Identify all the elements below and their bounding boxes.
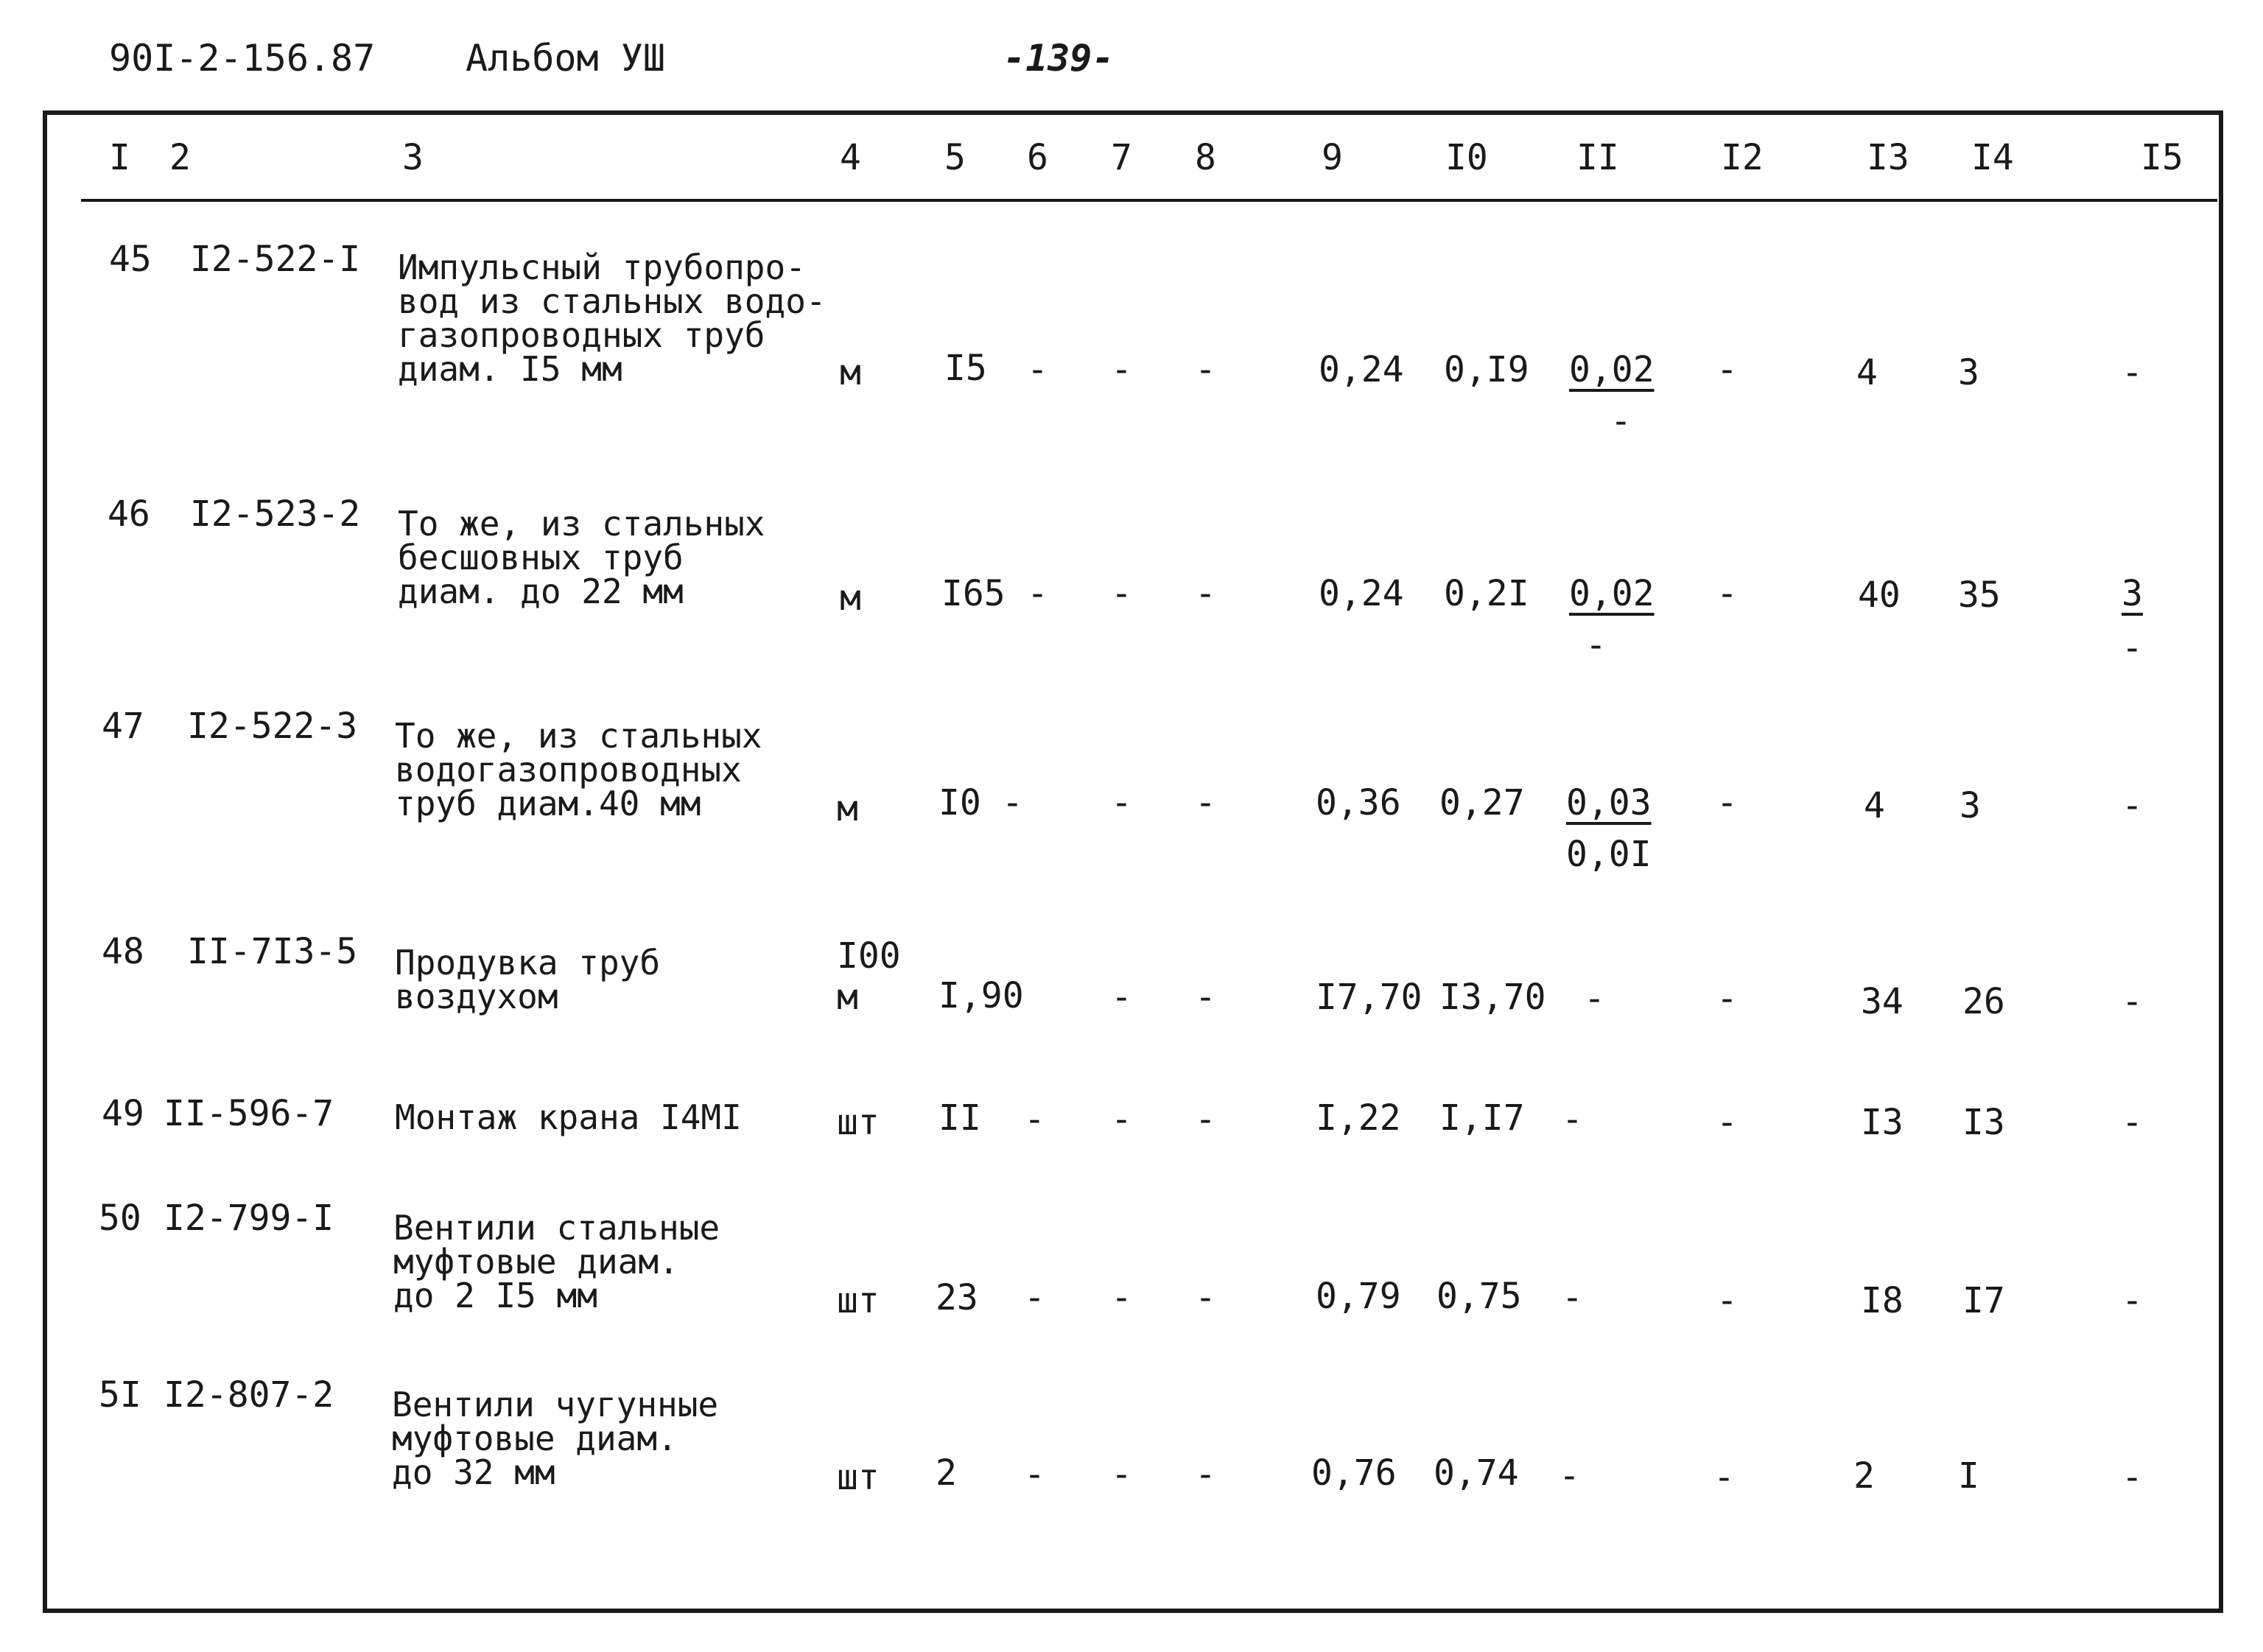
row-47-c6: -: [1002, 782, 1023, 823]
row-46-c13: 40: [1858, 574, 1901, 616]
col-header-1: I: [109, 137, 130, 178]
row-46-code: I2-523-2: [190, 493, 361, 535]
row-48-c10: I3,70: [1439, 977, 1546, 1018]
row-45-num: 45: [109, 239, 152, 280]
row-46-c11: 0,02: [1569, 573, 1655, 614]
col-header-3: 3: [402, 137, 424, 178]
album-label: Альбом УШ: [466, 37, 665, 80]
row-45-c14: 3: [1958, 352, 1979, 393]
row-45-c12: -: [1716, 349, 1738, 390]
row-51-code: I2-807-2: [164, 1374, 334, 1416]
row-49-c10: I,I7: [1439, 1097, 1525, 1139]
row-48-c12: -: [1716, 978, 1738, 1019]
col-header-5: 5: [944, 137, 966, 178]
row-49-c6: -: [1024, 1099, 1045, 1140]
row-48-code: II-7I3-5: [187, 931, 358, 972]
row-50-c14: I7: [1962, 1280, 2005, 1321]
row-51-c7: -: [1111, 1454, 1132, 1495]
row-50-c13: I8: [1861, 1280, 1904, 1321]
row-46-c15-sub: -: [2122, 628, 2143, 669]
row-46-c14: 35: [1958, 574, 2001, 616]
row-49-unit: шт: [837, 1102, 880, 1143]
col-header-10: I0: [1445, 137, 1488, 178]
row-47-c14: 3: [1959, 785, 1981, 826]
col-header-11: II: [1576, 137, 1619, 178]
row-48-num: 48: [102, 931, 144, 972]
row-46-desc-1: То же, из стальных: [398, 504, 765, 544]
row-45-desc-2: вод из стальных водо-: [398, 281, 827, 321]
row-47-desc-3: труб диам.40 мм: [395, 784, 701, 823]
row-47-c13: 4: [1864, 785, 1885, 826]
row-51-c12: -: [1713, 1457, 1735, 1498]
row-49-c9: I,22: [1316, 1097, 1401, 1139]
column-header-rule: [81, 199, 2217, 202]
row-50-desc-1: Вентили стальные: [393, 1208, 720, 1248]
row-47-c8: -: [1195, 782, 1216, 823]
row-45-desc-3: газопроводных труб: [398, 315, 765, 355]
row-45-c15: -: [2122, 352, 2143, 393]
row-46-c9: 0,24: [1319, 573, 1404, 614]
row-49-c8: -: [1195, 1099, 1216, 1140]
row-50-unit: шт: [837, 1280, 880, 1321]
row-50-desc-2: муфтовые диам.: [393, 1242, 679, 1282]
table-frame: [43, 110, 2223, 1613]
row-46-c11-sub: -: [1585, 625, 1607, 666]
row-48-c7: -: [1111, 977, 1132, 1018]
row-45-desc-1: Импульсный трубопро-: [398, 247, 806, 287]
row-50-c5: 23: [936, 1277, 978, 1318]
row-47-c9: 0,36: [1316, 782, 1401, 823]
row-46-c15: 3: [2122, 573, 2143, 614]
row-51-c13: 2: [1853, 1455, 1875, 1497]
row-49-c5: II: [938, 1097, 981, 1139]
row-49-c15: -: [2122, 1102, 2143, 1143]
row-47-desc-1: То же, из стальных: [395, 716, 762, 756]
row-46-unit: м: [840, 577, 861, 619]
row-49-c13: I3: [1861, 1102, 1904, 1143]
row-45-unit: м: [840, 352, 861, 393]
row-47-c10: 0,27: [1439, 782, 1525, 823]
row-49-c14: I3: [1962, 1102, 2005, 1143]
page-number: -139-: [1003, 37, 1115, 80]
row-47-desc-2: водогазопроводных: [395, 750, 742, 790]
row-49-c7: -: [1111, 1099, 1132, 1140]
row-45-c7: -: [1111, 349, 1132, 390]
row-49-num: 49: [102, 1093, 144, 1134]
row-46-num: 46: [108, 493, 150, 535]
row-47-code: I2-522-3: [187, 706, 358, 747]
row-51-c9: 0,76: [1311, 1452, 1397, 1494]
row-49-c12: -: [1716, 1102, 1738, 1143]
row-48-c8: -: [1195, 977, 1216, 1018]
col-header-2: 2: [169, 137, 191, 178]
row-49-desc-1: Монтаж крана I4MI: [395, 1097, 742, 1137]
row-48-c14: 26: [1962, 981, 2005, 1022]
row-46-desc-3: диам. до 22 мм: [398, 572, 684, 611]
row-50-c9: 0,79: [1316, 1276, 1401, 1317]
row-45-code: I2-522-I: [190, 239, 361, 280]
row-51-c6: -: [1024, 1454, 1045, 1495]
row-48-c15: -: [2122, 981, 2143, 1022]
col-header-6: 6: [1027, 137, 1048, 178]
row-45-c6: -: [1027, 349, 1048, 390]
row-47-c12: -: [1716, 782, 1738, 823]
row-46-c10: 0,2I: [1444, 573, 1529, 614]
col-header-7: 7: [1111, 137, 1132, 178]
row-50-num: 50: [99, 1198, 141, 1239]
row-45-c8: -: [1195, 349, 1216, 390]
col-header-8: 8: [1195, 137, 1216, 178]
row-47-num: 47: [102, 706, 144, 747]
row-51-desc-1: Вентили чугунные: [392, 1385, 719, 1424]
row-51-unit: шт: [837, 1457, 880, 1498]
row-49-code: II-596-7: [164, 1093, 334, 1134]
row-48-c13: 34: [1861, 981, 1904, 1022]
row-46-c7: -: [1111, 573, 1132, 614]
row-45-c5: I5: [944, 348, 987, 389]
col-header-9: 9: [1322, 137, 1343, 178]
row-48-c9: I7,70: [1316, 977, 1422, 1018]
row-46-c8: -: [1195, 573, 1216, 614]
row-46-desc-2: бесшовных труб: [398, 538, 684, 577]
row-50-c10: 0,75: [1436, 1276, 1522, 1317]
row-50-c6: -: [1024, 1277, 1045, 1318]
row-49-c11: -: [1562, 1099, 1583, 1140]
row-45-c11: 0,02: [1569, 349, 1655, 390]
row-48-unit-2: м: [837, 977, 858, 1018]
row-45-c9: 0,24: [1319, 349, 1404, 390]
row-47-c7: -: [1111, 782, 1132, 823]
col-header-12: I2: [1721, 137, 1764, 178]
row-47-c11-sub: 0,0I: [1566, 834, 1652, 875]
row-45-desc-4: диам. I5 мм: [398, 349, 622, 389]
row-45-c10: 0,I9: [1444, 349, 1529, 390]
row-48-c5: I,90: [938, 975, 1024, 1016]
document-code: 90I-2-156.87: [109, 37, 376, 80]
row-50-c7: -: [1111, 1277, 1132, 1318]
row-50-c8: -: [1195, 1277, 1216, 1318]
row-51-c11: -: [1559, 1455, 1580, 1497]
row-51-num: 5I: [99, 1374, 141, 1416]
row-51-desc-2: муфтовые диам.: [392, 1419, 678, 1458]
row-47-c11: 0,03: [1566, 782, 1652, 823]
col-header-4: 4: [840, 137, 861, 178]
row-51-desc-3: до 32 мм: [392, 1452, 555, 1492]
row-47-unit: м: [837, 788, 858, 829]
row-46-c6: -: [1027, 573, 1048, 614]
row-48-desc-2: воздухом: [395, 977, 558, 1016]
row-47-c15: -: [2122, 785, 2143, 826]
row-48-c11: -: [1584, 978, 1605, 1019]
row-50-c11: -: [1562, 1277, 1583, 1318]
row-50-code: I2-799-I: [164, 1198, 334, 1239]
row-46-c12: -: [1716, 573, 1738, 614]
row-48-desc-1: Продувка труб: [395, 943, 661, 983]
row-50-desc-3: до 2 I5 мм: [393, 1276, 597, 1315]
row-51-c15: -: [2122, 1457, 2143, 1498]
row-48-unit: I00: [837, 935, 901, 977]
row-45-c13: 4: [1856, 352, 1878, 393]
row-47-c5: I0: [938, 782, 981, 823]
row-50-c15: -: [2122, 1280, 2143, 1321]
row-50-c12: -: [1716, 1280, 1738, 1321]
col-header-15: I5: [2141, 137, 2183, 178]
row-51-c14: I: [1958, 1455, 1979, 1497]
col-header-14: I4: [1971, 137, 2014, 178]
row-51-c10: 0,74: [1434, 1452, 1519, 1494]
row-45-c11-sub: -: [1610, 401, 1632, 442]
col-header-13: I3: [1867, 137, 1909, 178]
row-46-c5: I65: [941, 573, 1006, 614]
row-51-c8: -: [1195, 1454, 1216, 1495]
row-51-c5: 2: [936, 1452, 957, 1494]
